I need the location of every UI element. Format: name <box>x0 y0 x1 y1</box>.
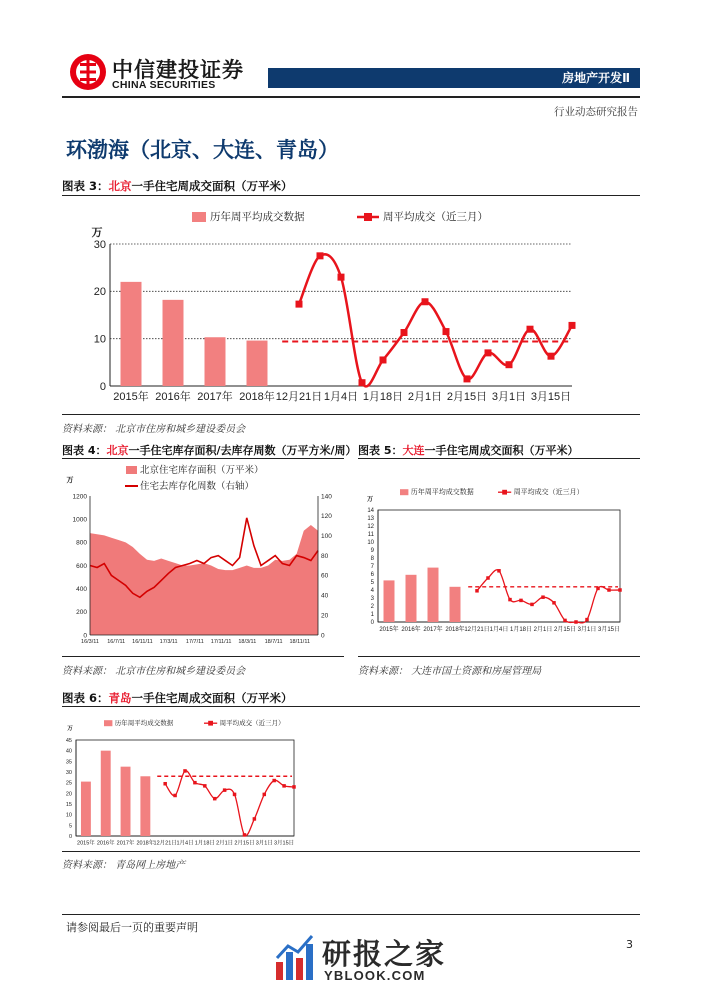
legend-label-line: 周平均成交（近三月） <box>219 720 285 727</box>
y-tick-label: 0 <box>370 620 374 627</box>
data-point <box>203 784 207 788</box>
x-tick-label: 2018年 <box>136 840 155 847</box>
y-tick-label: 35 <box>65 759 72 766</box>
data-point <box>596 587 600 591</box>
data-point <box>317 252 324 259</box>
y-unit-label: 万 <box>66 477 74 484</box>
figure-3-bottom-rule <box>62 414 640 415</box>
data-point <box>574 620 578 624</box>
x-tick-label: 3月15日 <box>597 627 621 633</box>
data-point <box>213 797 217 801</box>
data-point <box>486 576 490 580</box>
data-point <box>296 301 303 308</box>
data-point <box>563 619 567 623</box>
y-tick-label: 13 <box>367 516 374 523</box>
y-left-tick-label: 400 <box>76 585 87 593</box>
y-tick-label: 15 <box>65 801 72 808</box>
figure-6-title-rule <box>62 706 640 707</box>
x-tick-label: 2016年 <box>155 391 191 403</box>
data-point <box>422 298 429 305</box>
disclaimer-note: 请参阅最后一页的重要声明 <box>66 921 198 934</box>
y-right-tick-label: 60 <box>321 572 329 580</box>
x-tick-label: 3月1日 <box>491 391 527 403</box>
legend-label-line: 住宅去库存化周数（右轴） <box>140 481 255 492</box>
data-point <box>272 779 276 783</box>
figure-4-city: 北京 <box>106 444 129 457</box>
legend-label-area: 北京住宅库存面积（万平米） <box>140 465 264 476</box>
legend-label-bars: 历年周平均成交数据 <box>210 211 305 223</box>
figure-6-title <box>62 690 293 706</box>
data-point <box>263 793 267 797</box>
y-tick-label: 20 <box>93 286 106 299</box>
x-tick-label: 1月4日 <box>323 391 359 403</box>
figure-6-suffix: 一手住宅周成交面积（万平米） <box>131 691 293 705</box>
data-point <box>193 781 197 785</box>
x-tick-label: 16/7/11 <box>107 639 126 645</box>
figure-4-source: 资料来源： 北京市住房和城乡建设委员会 <box>62 666 246 677</box>
watermark-text-en: YBLOOK.COM <box>324 968 426 983</box>
data-point <box>519 599 523 603</box>
figure-5-source: 资料来源： 大连市国土资源和房屋管理局 <box>358 666 542 677</box>
x-tick-label: 16/3/11 <box>81 639 99 645</box>
data-point <box>618 588 622 592</box>
legend-label-line: 周平均成交（近三月） <box>383 211 488 223</box>
y-tick-label: 4 <box>370 588 374 595</box>
x-tick-label: 1月18日 <box>194 840 215 847</box>
y-tick-label: 2 <box>370 604 374 611</box>
x-tick-label: 18/3/11 <box>238 639 257 645</box>
data-point <box>506 361 513 368</box>
bar-2018年 <box>247 341 268 386</box>
data-point <box>183 769 187 773</box>
legend-label-bars: 历年周平均成交数据 <box>114 720 174 727</box>
data-point <box>548 353 555 360</box>
x-tick-label: 1月4日 <box>176 840 194 847</box>
page-number: 3 <box>626 938 633 951</box>
data-point <box>163 782 167 786</box>
weekly-series-line <box>477 570 620 623</box>
data-point <box>443 328 450 335</box>
x-tick-label: 2017年 <box>423 627 443 633</box>
y-tick-label: 20 <box>65 791 72 798</box>
y-tick-label: 0 <box>68 833 72 840</box>
data-point <box>541 595 545 599</box>
x-tick-label: 3月15日 <box>530 391 572 403</box>
x-tick-label: 18/11/11 <box>289 639 311 645</box>
data-point <box>485 349 492 356</box>
inventory-area <box>90 525 318 635</box>
figure-3-city: 北京 <box>108 179 132 193</box>
data-point <box>359 379 366 386</box>
figure-3-source: 资料来源： 北京市住房和城乡建设委员会 <box>62 424 246 435</box>
y-tick-label: 7 <box>370 564 374 571</box>
data-point <box>282 784 286 788</box>
x-tick-label: 3月1日 <box>577 627 597 633</box>
y-right-tick-label: 0 <box>321 632 325 640</box>
y-tick-label: 6 <box>370 572 374 579</box>
y-tick-label: 40 <box>65 748 72 755</box>
data-point <box>253 817 257 821</box>
legend-swatch-bars <box>400 489 408 495</box>
x-tick-label: 2016年 <box>401 627 421 633</box>
figure-4-title-rule <box>62 458 344 459</box>
y-left-tick-label: 1000 <box>72 516 87 524</box>
y-left-tick-label: 800 <box>76 539 87 547</box>
header-category-bar: 房地产开发Ⅱ <box>268 68 640 88</box>
figure-5-title <box>358 442 578 458</box>
data-point <box>401 329 408 336</box>
y-tick-label: 11 <box>367 532 374 539</box>
y-tick-label: 12 <box>367 524 374 531</box>
figure-6-bottom-rule <box>62 851 640 852</box>
figure-6-prefix: 图表 6： <box>62 691 109 705</box>
watermark-chart-icon <box>274 932 318 982</box>
data-point <box>475 589 479 593</box>
y-left-tick-label: 600 <box>76 562 87 570</box>
x-tick-label: 2016年 <box>96 840 115 847</box>
y-tick-label: 10 <box>367 540 374 547</box>
x-tick-label: 2月1日 <box>216 840 234 847</box>
chart-figure-3 <box>62 198 640 413</box>
bar-2017年 <box>205 337 226 386</box>
logo-name-en: CHINA SECURITIES <box>112 79 216 91</box>
figure-4-bottom-rule <box>62 656 344 657</box>
bar-2015年 <box>121 282 142 386</box>
y-tick-label: 3 <box>370 596 374 603</box>
bar-2018年 <box>140 776 150 836</box>
report-type: 行业动态研究报告 <box>554 106 638 118</box>
data-point <box>508 598 512 602</box>
chart-figure-5 <box>358 460 640 655</box>
bar-2017年 <box>428 568 439 622</box>
legend-label-bars: 历年周平均成交数据 <box>410 489 474 496</box>
data-point <box>530 603 534 607</box>
figure-6-city: 青岛 <box>108 691 132 705</box>
x-tick-label: 2月15日 <box>553 627 577 633</box>
chart-figure-4 <box>62 460 344 655</box>
y-tick-label: 8 <box>370 556 374 563</box>
x-tick-label: 2015年 <box>379 627 399 633</box>
logo-name-cn: 中信建投证券 <box>112 58 244 82</box>
data-point <box>173 794 177 798</box>
figure-5-title-rule <box>358 458 640 459</box>
y-tick-label: 30 <box>65 769 72 776</box>
figure-5-bottom-rule <box>358 656 640 657</box>
x-tick-label: 2017年 <box>116 840 135 847</box>
figure-3-suffix: 一手住宅周成交面积（万平米） <box>131 179 293 193</box>
x-tick-label: 2018年 <box>239 391 275 403</box>
y-tick-label: 30 <box>93 238 106 251</box>
figure-4-title <box>62 442 357 458</box>
legend-swatch-marker <box>364 213 372 221</box>
y-tick-label: 5 <box>370 580 374 587</box>
x-tick-label: 16/11/11 <box>132 639 153 645</box>
legend-swatch-marker <box>208 721 213 726</box>
figure-3-title-rule <box>62 195 640 196</box>
header-rule <box>62 96 640 98</box>
x-tick-label: 2月15日 <box>234 840 255 847</box>
x-tick-label: 17/11/11 <box>210 639 232 645</box>
x-tick-label: 1月4日 <box>489 627 509 633</box>
y-right-tick-label: 120 <box>321 513 332 521</box>
footer-rule <box>62 914 640 915</box>
figure-5-prefix: 图表 5： <box>358 444 403 457</box>
data-point <box>292 785 296 789</box>
x-tick-label: 12月21日 <box>464 627 490 633</box>
bar-2018年 <box>450 587 461 622</box>
y-right-tick-label: 40 <box>321 592 329 600</box>
data-point <box>552 601 556 605</box>
x-tick-label: 2018年 <box>445 627 465 633</box>
chart-figure-6 <box>62 708 322 850</box>
y-tick-label: 25 <box>65 780 72 787</box>
x-tick-label: 2月1日 <box>407 391 443 403</box>
y-tick-label: 45 <box>65 737 72 744</box>
y-right-tick-label: 140 <box>321 493 332 501</box>
figure-4-prefix: 图表 4： <box>62 444 107 457</box>
watermark-text-cn: 研报之家 <box>322 937 447 971</box>
data-point <box>464 375 471 382</box>
bar-2017年 <box>121 767 131 836</box>
data-point <box>233 793 237 797</box>
data-point <box>380 356 387 363</box>
x-tick-label: 2015年 <box>113 391 149 403</box>
data-point <box>527 326 534 333</box>
logo-emblem-icon <box>68 52 108 92</box>
watermark <box>274 930 447 986</box>
y-tick-label: 10 <box>65 812 72 819</box>
y-right-tick-label: 100 <box>321 533 332 541</box>
figure-5-suffix: 一手住宅周成交面积（万平米） <box>424 444 579 457</box>
x-tick-label: 2月1日 <box>533 627 553 633</box>
y-right-tick-label: 80 <box>321 552 329 560</box>
bar-2016年 <box>101 751 111 836</box>
bar-2015年 <box>81 782 91 836</box>
x-tick-label: 12月21日 <box>153 840 177 847</box>
x-tick-label: 18/7/11 <box>264 639 283 645</box>
figure-3-prefix: 图表 3： <box>62 179 109 193</box>
figure-4-suffix: 一手住宅库存面积/去库存周数（万平方米/周） <box>128 444 357 457</box>
y-tick-label: 14 <box>367 508 374 515</box>
data-point <box>607 588 611 592</box>
y-tick-label: 0 <box>99 380 106 393</box>
figure-6-source: 资料来源： 青岛网上房地产 <box>62 860 186 871</box>
x-tick-label: 1月18日 <box>509 627 533 633</box>
x-tick-label: 1月18日 <box>362 391 404 403</box>
bar-2016年 <box>163 300 184 386</box>
legend-swatch-bars <box>192 212 206 222</box>
data-point <box>497 569 501 573</box>
x-tick-label: 17/3/11 <box>159 639 178 645</box>
legend-label-line: 周平均成交（近三月） <box>513 489 584 496</box>
y-unit-label: 万 <box>91 227 103 239</box>
x-tick-label: 3月1日 <box>255 840 273 847</box>
data-point <box>585 618 589 622</box>
x-tick-label: 2月15日 <box>446 391 488 403</box>
data-point <box>223 788 227 792</box>
y-left-tick-label: 1200 <box>72 493 87 501</box>
figure-5-city: 大连 <box>402 444 425 457</box>
x-tick-label: 2017年 <box>197 391 233 403</box>
y-unit-label: 万 <box>366 497 374 503</box>
x-tick-label: 17/7/11 <box>185 639 204 645</box>
data-point <box>243 833 247 837</box>
y-tick-label: 1 <box>370 612 374 619</box>
y-left-tick-label: 200 <box>76 609 87 617</box>
x-tick-label: 2015年 <box>77 840 95 847</box>
y-right-tick-label: 20 <box>321 612 329 620</box>
section-title: 环渤海（北京、大连、青岛） <box>66 138 339 162</box>
x-tick-label: 12月21日 <box>275 391 323 403</box>
legend-swatch-marker <box>502 490 507 495</box>
legend-swatch-area <box>126 466 137 474</box>
bar-2016年 <box>406 575 417 622</box>
company-logo <box>68 52 108 92</box>
data-point <box>338 274 345 281</box>
legend-swatch-bars <box>104 720 112 726</box>
y-left-tick-label: 0 <box>83 632 87 640</box>
y-tick-label: 10 <box>93 333 106 346</box>
x-tick-label: 3月15日 <box>273 840 295 847</box>
y-tick-label: 5 <box>68 823 72 830</box>
bar-2015年 <box>384 580 395 622</box>
figure-3-title <box>62 178 293 194</box>
y-tick-label: 9 <box>370 548 374 555</box>
data-point <box>569 322 576 329</box>
y-unit-label: 万 <box>67 726 73 732</box>
